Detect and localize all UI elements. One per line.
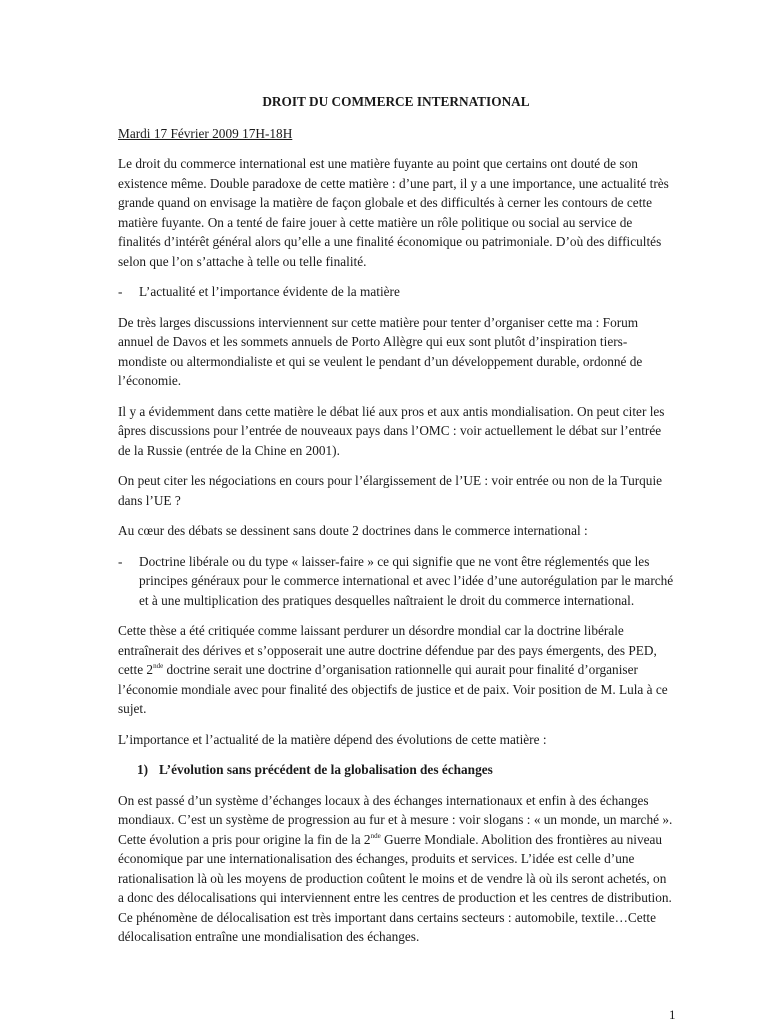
paragraph-evolution-part2: Guerre Mondiale. Abolition des frontières au niveau économique par une internationalisation des échanges, produits et services. L’idée est celle d’une rationalisation là où les moyens de production coûtent le moins et de vendre là où ils seront achetés, on a donc des délocalisations qui interviennent entre les centres de production et les centres de distribution. Ce phénomène de délocalisation est très important dans certains secteurs : automobile, textile…Cette délocalisation entraîne une mondialisation des échanges. — [118, 831, 672, 944]
paragraph-these — [118, 621, 674, 719]
document-title: DROIT DU COMMERCE INTERNATIONAL — [262, 94, 530, 109]
paragraph-importance: L’importance et l’actualité de la matière dépend des évolutions de cette matière : — [118, 731, 547, 747]
bullet-text: L’actualité et l’importance évidente de la matière — [139, 284, 400, 299]
section-number: 1) — [137, 762, 149, 777]
paragraph-evolution-part1: On est passé d’un système d’échanges locaux à des échanges internationaux et enfin à des échanges mondiaux. C’est un système de progression au fur et à mesure : voir slogans : « un monde, un marché ». Cette évolution a pris pour origine la fin de la 2 — [118, 792, 673, 847]
bullet-text: Doctrine libérale ou du type « laisser-faire » ce qui signifie que ne vont être réglementés que les principes généraux pour le commerce international et avec l’idée d’une autorégulation par le marché et à une multiplication des pratiques desquelles naîtraient le droit du commerce international. — [139, 553, 674, 608]
bullet-dash: - — [118, 284, 123, 299]
bullet-item-actualite — [118, 282, 674, 302]
paragraph-davos: De très larges discussions interviennent sur cette matière pour tenter d’organiser cette ma : Forum annuel de Davos et les sommets annuels de Porto Allègre qui eux sont plutôt d’inspiration tiers-mondiste ou altermondialiste et qui se veulent le pendant d’un développement durable, ordonné de l’économie. — [118, 314, 643, 388]
section-title: L’évolution sans précédent de la globalisation des échanges — [159, 762, 493, 777]
paragraph-evolution — [118, 791, 674, 947]
page-number: 1 — [669, 1007, 676, 1022]
paragraph-omc: Il y a évidemment dans cette matière le débat lié aux pros et aux antis mondialisation. On peut citer les âpres discussions pour l’entrée de nouveaux pays dans l’OMC : voir actuellement le débat sur l’entrée de la Russie (entrée de la Chine en 2001). — [118, 403, 665, 458]
section-heading-1 — [137, 760, 674, 780]
superscript-nde: nde — [153, 662, 164, 670]
paragraph-these-part2: doctrine serait une doctrine d’organisation rationnelle qui aurait pour finalité d’organiser l’économie mondiale avec pour finalité des objectifs de justice et de paix. Voir position de M. Lula à ce sujet. — [118, 662, 668, 716]
paragraph-doctrines: Au cœur des débats se dessinent sans doute 2 doctrines dans le commerce international : — [118, 523, 588, 538]
bullet-dash: - — [118, 553, 123, 569]
paragraph-these-part1: Cette thèse a été critiquée comme laissant perdurer un désordre mondial car la doctrine libérale entraînerait des dérives et s’opposerait une autre doctrine défendue par des pays émergents, des PED, cette 2 — [118, 623, 657, 677]
document-body — [118, 92, 674, 958]
bullet-item-doctrine-liberale — [118, 552, 674, 611]
lecture-date: Mardi 17 Février 2009 17H-18H — [118, 125, 293, 141]
paragraph-ue: On peut citer les négociations en cours pour l’élargissement de l’UE : voir entrée ou non de la Turquie dans l’UE ? — [118, 473, 663, 508]
superscript-nde: nde — [370, 831, 381, 840]
intro-paragraph: Le droit du commerce international est une matière fuyante au point que certains ont douté de son existence même. Double paradoxe de cette matière : d’une part, il y a une importance, une actualité très grande quand on envisage la matière de façon globale et des difficultés à cerner les contours de cette matière fuyante. On a tenté de faire jouer à cette matière un rôle politique ou social au service de finalités d’intérêt général alors qu’elle a une finalité économique ou patrimoniale. D’où des difficultés selon que l’on s’attache à telle ou telle finalité. — [118, 156, 669, 269]
